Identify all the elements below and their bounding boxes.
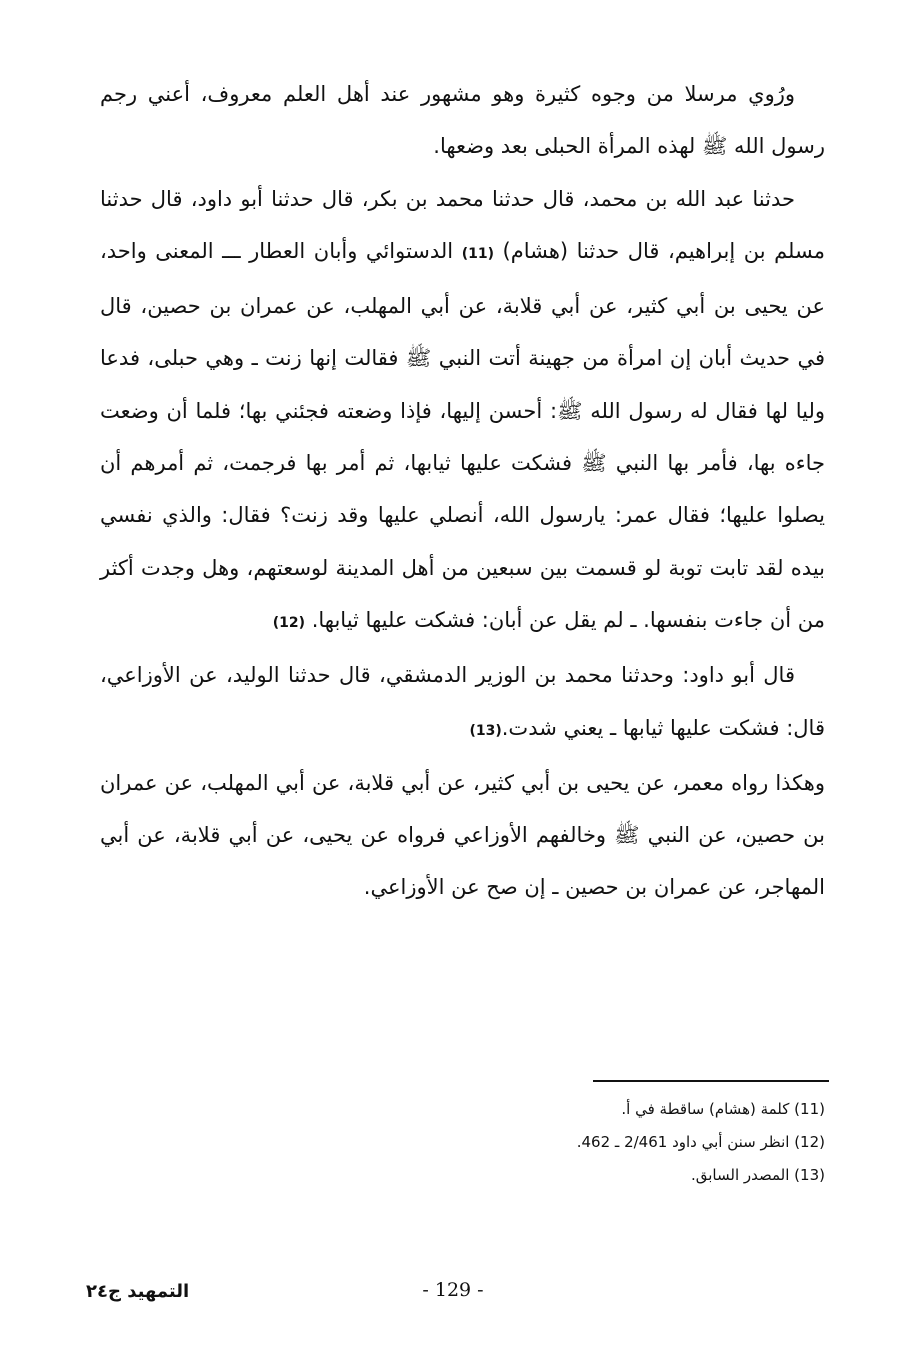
footnotes <box>100 1093 825 1192</box>
paragraph-2-text-a: حدثنا عبد الله بن محمد، قال حدثنا محمد بن بكر، قال حدثنا أبو داود، قال حدثنا مسلم بن إبراهيم، قال حدثنا (هشام) <box>100 186 825 263</box>
footnote-ref-13: (13) <box>469 722 502 739</box>
footnote-separator <box>593 1080 829 1082</box>
footnote-12: (12) انظر سنن أبي داود 2/461 ـ 462. <box>576 1133 825 1151</box>
footnote-11: (11) كلمة (هشام) ساقطة في أ. <box>621 1100 825 1118</box>
paragraph-3-text: قال أبو داود: وحدثنا محمد بن الوزير الدمشقي، قال حدثنا الوليد، عن الأوزاعي، قال: فشكت عليها ثيابها ـ يعني شدت. <box>100 663 825 740</box>
paragraph-4-text: وهكذا رواه معمر، عن يحيى بن أبي كثير، عن أبي قلابة، عن أبي المهلب، عن عمران بن حصين، عن النبي ﷺ وخالفهم الأوزاعي فرواه عن يحيى، عن أبي قلابة، عن أبي المهاجر، عن عمران بن حصين ـ إن صح عن الأوزاعي. <box>100 770 825 900</box>
page-number: - 129 - <box>422 1279 484 1301</box>
paragraph-2-text-b: الدستوائي وأبان العطار ـــ المعنى واحد، عن يحيى بن أبي كثير، عن أبي قلابة، عن أبي المهلب، عن عمران بن حصين، قال في حديث أبان إن امرأة من جهينة أتت النبي ﷺ فقالت إنها زنت ـ وهي حبلى، فدعا وليا لها فقال له رسول الله ﷺ: أحسن إليها، فإذا وضعته فجئني بها؛ فلما أن وضعت جاءه بها، فأمر بها النبي ﷺ فشكت عليها ثيابها، ثم أمر بها فرجمت، ثم أمرهم أن يصلوا عليها؛ فقال عمر: يارسول الله، أنصلي عليها وقد زنت؟ فقال: والذي نفسي بيده لقد تابت توبة لو قسمت بين سبعين من أهل المدينة لوسعتهم، وهل وجدت أكثر من أن جاءت بنفسها. ـ لم يقل عن أبان: فشكت عليها ثيابها. <box>100 238 825 632</box>
footnote-13: (13) المصدر السابق. <box>690 1166 825 1184</box>
paragraph-2 <box>100 173 825 650</box>
main-text <box>100 68 825 914</box>
footnote-ref-11: (11) <box>461 245 494 262</box>
paragraph-4 <box>100 757 825 914</box>
running-footer-title: التمهيد ج٢٤ <box>86 1281 190 1302</box>
footnote-ref-12: (12) <box>272 614 306 631</box>
paragraph-1-text: ورُوي مرسلا من وجوه كثيرة وهو مشهور عند أهل العلم معروف، أعني رجم رسول الله ﷺ لهذه المرأة الحبلى بعد وضعها. <box>100 82 825 159</box>
paragraph-1 <box>100 68 825 173</box>
paragraph-3 <box>100 649 825 757</box>
